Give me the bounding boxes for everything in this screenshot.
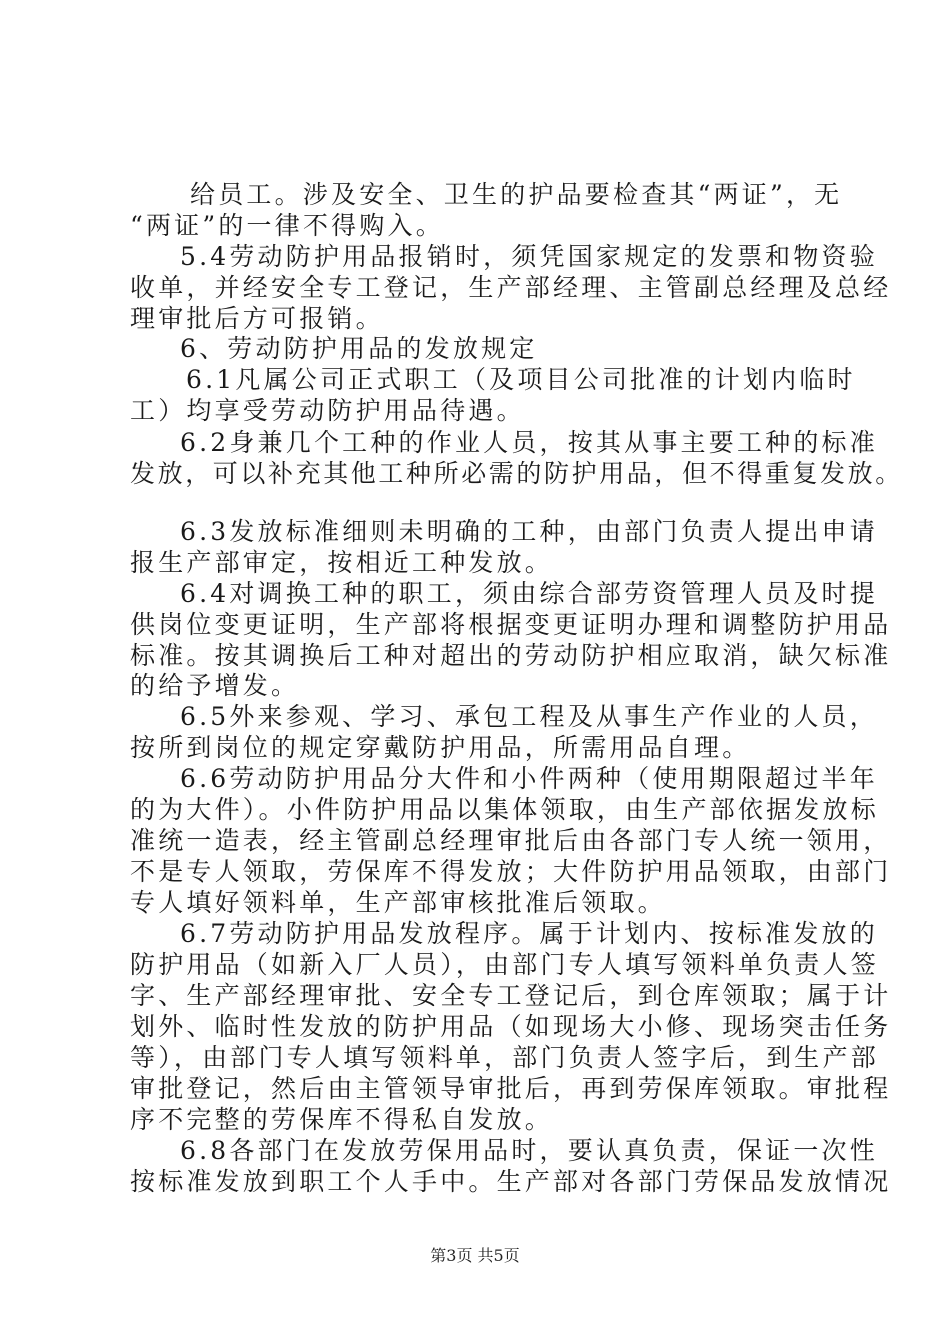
text-line: “两证”的一律不得购入。 bbox=[130, 211, 444, 240]
text-line: 按标准发放到职工个人手中。生产部对各部门劳保品发放情况 bbox=[130, 1167, 892, 1196]
text-line: 划外、临时性发放的防护用品（如现场大小修、现场突击任务 bbox=[130, 1012, 892, 1041]
text-line: 准统一造表，经主管副总经理审批后由各部门专人统一领用， bbox=[130, 826, 892, 855]
text-line: 6.2身兼几个工种的作业人员，按其从事主要工种的标准 bbox=[180, 428, 878, 457]
text-line: 专人填好领料单，生产部审核批准后领取。 bbox=[130, 888, 666, 917]
text-line: 序不完整的劳保库不得私自发放。 bbox=[130, 1105, 554, 1134]
text-line: 6.4对调换工种的职工，须由综合部劳资管理人员及时提 bbox=[180, 579, 878, 608]
text-line: 收单，并经安全专工登记，生产部经理、主管副总经理及总经 bbox=[130, 273, 892, 302]
text-line: 6.3发放标准细则未明确的工种，由部门负责人提出申请 bbox=[180, 517, 878, 546]
text-line: 字、生产部经理审批、安全专工登记后，到仓库领取；属于计 bbox=[130, 981, 892, 1010]
text-line: 等），由部门专人填写领料单，部门负责人签字后，到生产部 bbox=[130, 1043, 879, 1072]
text-line: 报生产部审定，按相近工种发放。 bbox=[130, 548, 554, 577]
text-line: 审批登记，然后由主管领导审批后，再到劳保库领取。审批程 bbox=[130, 1074, 892, 1103]
text-line: 标准。按其调换后工种对超出的劳动防护相应取消，缺欠标准 bbox=[130, 641, 892, 670]
text-line: 6.1凡属公司正式职工（及项目公司批准的计划内临时 bbox=[186, 365, 856, 394]
section-heading: 6、劳动防护用品的发放规定 bbox=[180, 334, 538, 363]
text-line: 5.4劳动防护用品报销时，须凭国家规定的发票和物资验 bbox=[180, 242, 878, 271]
text-line: 供岗位变更证明，生产部将根据变更证明办理和调整防护用品 bbox=[130, 610, 892, 639]
text-line: 防护用品（如新入厂人员），由部门专人填写领料单负责人签 bbox=[130, 950, 879, 979]
text-line: 6.8各部门在发放劳保用品时，要认真负责，保证一次性 bbox=[180, 1136, 878, 1165]
text-line: 给员工。涉及安全、卫生的护品要检查其“两证”，无 bbox=[190, 180, 843, 209]
page-number-footer: 第3页 共5页 bbox=[430, 1246, 520, 1265]
text-line: 理审批后方可报销。 bbox=[130, 304, 384, 333]
text-line: 工）均享受劳动防护用品待遇。 bbox=[130, 396, 525, 425]
text-line: 的为大件）。小件防护用品以集体领取，由生产部依据发放标 bbox=[130, 795, 879, 824]
text-line: 的给予增发。 bbox=[130, 671, 300, 700]
text-line: 按所到岗位的规定穿戴防护用品，所需用品自理。 bbox=[130, 733, 751, 762]
text-line: 6.5外来参观、学习、承包工程及从事生产作业的人员， bbox=[180, 702, 878, 731]
text-line: 6.7劳动防护用品发放程序。属于计划内、按标准发放的 bbox=[180, 919, 878, 948]
text-line: 不是专人领取，劳保库不得发放；大件防护用品领取，由部门 bbox=[130, 857, 892, 886]
text-line: 发放，可以补充其他工种所必需的防护用品，但不得重复发放。 bbox=[130, 459, 903, 488]
text-line: 6.6劳动防护用品分大件和小件两种（使用期限超过半年 bbox=[180, 764, 878, 793]
